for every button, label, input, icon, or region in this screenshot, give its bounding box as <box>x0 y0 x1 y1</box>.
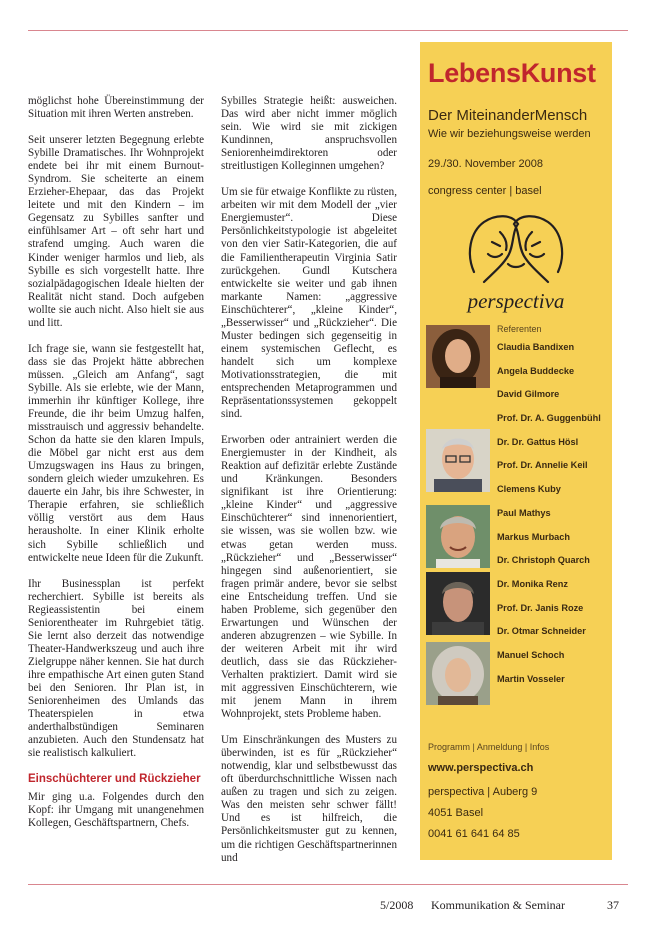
speaker-photo-man-glasses <box>426 429 490 492</box>
top-rule <box>28 30 628 31</box>
website-link[interactable]: www.perspectiva.ch <box>428 762 534 774</box>
speaker-photo-man-dark <box>426 572 490 635</box>
paragraph: Mir ging u.a. Folgendes durch den Kopf: ihr Umgang mit unangenehmen Kollegen, Geschäftspartnern, Chefs. <box>28 791 204 830</box>
speaker-name: David Gilmore <box>497 389 560 400</box>
speaker-name: Dr. Dr. Gattus Hösl <box>497 436 579 447</box>
speaker-name: Prof. Dr. Janis Roze <box>497 602 584 613</box>
speakers-heading: Referenten <box>497 324 542 334</box>
ad-brand-title: LebensKunst <box>428 58 596 88</box>
speaker-name: Clemens Kuby <box>497 484 561 495</box>
paragraph: Sybilles Strategie heißt: ausweichen. Das wird aber nicht immer möglich sein. Wie wird sie mit zickigen Kundinnen, anspruchsvollen Seniorenheimdirektoren oder streitlustigen Kolleginnen umgehen? <box>221 95 397 173</box>
speaker-photo-woman-grey <box>426 642 490 705</box>
ad-event-title: Der MiteinanderMensch <box>428 107 588 124</box>
issue-number: 5/2008 <box>380 898 414 912</box>
event-advertisement <box>420 42 612 860</box>
ad-event-subtitle: Wie wir beziehungsweise werden <box>428 128 591 140</box>
paragraph: Um sie für etwaige Konflikte zu rüsten, arbeiten wir mit dem Modell der „vier Energiemuster“. Diese Persönlichkeitstypologie ist abgeleitet von den vier Satir-Kategorien, die auf die Familientherapeutin Virginia Satir zurückgehen. Gundl Kutschera entwickelte sie weiter und gab ihnen markante Namen: „aggressive Einschüchterer“, „kleine Kinder“, „Besserwisser“ und „Rückzieher“. Die Muster bedingen sich gegenseitig in einem systemischen Geflecht, es handelt sich um komplexe Motivationsstrategien, die mit entsprechenden Metaprogrammen und Repräsentationssystemen gekoppelt sind. <box>221 186 397 421</box>
speaker-name: Dr. Christoph Quarch <box>497 555 590 566</box>
speaker-name: Dr. Otmar Schneider <box>497 626 586 637</box>
page-number: 37 <box>607 898 619 912</box>
speaker-name: Prof. Dr. Annelie Keil <box>497 460 588 471</box>
paragraph: Erworben oder antrainiert werden die Energiemuster in der Kindheit, als Reaktion auf defizitär erlebte Zustände und Kränkungen. Besonders signifikant ist ihre Orientierung: „kleine Kinder“ und „aggressive Einschüchterer“ sind innenorientiert, sie wissen, was sie wollen bzw. wie etwas getan werden muss. „Rückzieher“ und „Besserwisser“ hingegen sind außenorientiert, sie fragen primär andere, bevor sie selbst eine Entscheidung treffen. Und sie haben Probleme, sich gegenüber den Erwartungen und Wünschen der anderen abzugrenzen – wie Sybille. In der weiteren Arbeit mit ihr wird deutlich, dass sie das Rückzieher-Verhalten praktiziert. Damit wird sie mit aggressiven Einschüchterern, wie mit jenem Mann in ihrem Wohnprojekt, stets Probleme haben. <box>221 434 397 721</box>
paragraph: Um Einschränkungen des Musters zu überwinden, ist es für „Rückzieher“ notwendig, klar und selbstbewusst das oft überdurchschnittliche Wissen nach außen zu tragen und sich zu zeigen. Was den meisten sehr schwer fällt! Und es ist hilfreich, die Persönlichkeitsmuster gut zu kennen, um die richtigen Geschäftspartnerinnen und <box>221 734 397 864</box>
phone-number: 0041 61 641 64 85 <box>428 828 520 840</box>
address-line-2: 4051 Basel <box>428 807 484 819</box>
address-line-1: perspectiva | Auberg 9 <box>428 786 538 798</box>
ad-event-date: 29./30. November 2008 <box>428 158 543 170</box>
speakers-list <box>497 342 601 697</box>
paragraph: möglichst hohe Übereinstimmung der Situation mit ihren Werten anstreben. <box>28 95 204 121</box>
paragraph: Ihr Businessplan ist perfekt recherchiert. Sybille ist bereits als Regieassistentin bei einem Seniorentheater im Ruhrgebiet tätig. Sie lernt also derzeit das notwendige Theater-Handwerkszeug und auch ihre Zielgruppe näher kennen. Sie hat durch ihre empathische Art einen guten Stand bei den Senioren. Ihr Plan ist, in Seniorenheimen des Umlands das Theaterspielen in etwa anderthalbstündigen Seminaren anzubieten. Auch den Stundensatz hat sie realistisch kalkuliert. <box>28 577 204 760</box>
ad-event-venue: congress center | basel <box>428 185 542 197</box>
speaker-photo-man-smiling <box>426 505 490 568</box>
perspectiva-logo-icon <box>456 202 576 322</box>
magazine-name: Kommunikation & Seminar <box>431 898 565 912</box>
speaker-name: Claudia Bandixen <box>497 342 575 352</box>
speaker-photo-woman <box>426 325 490 388</box>
speaker-name: Dr. Monika Renz <box>497 578 568 589</box>
info-links: Programm | Anmeldung | Infos <box>428 742 550 752</box>
section-heading: Einschüchterer und Rückzieher <box>28 773 201 786</box>
speaker-name: Manuel Schoch <box>497 649 565 660</box>
article-column-2 <box>221 95 397 878</box>
speaker-name: Martin Vosseler <box>497 673 565 684</box>
speaker-name: Markus Murbach <box>497 531 571 542</box>
bottom-rule <box>28 884 628 885</box>
speaker-name: Angela Buddecke <box>497 365 575 376</box>
paragraph: Ich frage sie, wann sie festgestellt hat, dass sie das Projekt hätte abbrechen müssen. „Gleich am Anfang“, sagt Sybille. Als sie erlebte, wie der Mann, immerhin ihr künftiger Kollege, ihre Freunde, die ihr beim Umzug halfen, misstrauisch und aggressiv behandelte. Schon da hatte sie den klaren Impuls, die Möbel gar nicht erst aus dem Umzugswagen ins Haus zu bringen, sondern gleich wieder umzukehren. Es dauerte ein Jahr, bis ihre Schwester, in Therapie erfahren, sie schließlich völlig verstört aus dem Haus herausholte. In einer Klinik erholte sich Sybille schließlich und entwickelte neue Ideen für die Zukunft. <box>28 342 204 564</box>
logo-wordmark: perspectiva <box>467 289 565 313</box>
paragraph: Seit unserer letzten Begegnung erlebte Sybille Dramatisches. Ihr Wohnprojekt endete bei ihr mit einem Burnout-Syndrom. Sie scheiterte an einem Erzieher-Ehepaar, das das Projekt leitete und mit den Kindern – im Gegensatz zu Sybilles sanfter und einfühlsamer Art – oft sehr hart und strafend umging. Auch waren die Kinder weniger harmlos und lieb, als Sybille es sich vorgestellt hatte. Ihre sozialpädagogischen Ideale hielten der Realität nicht stand. Doch aufgeben wollte sie auch nicht. Also hielt sie aus und litt. <box>28 134 204 329</box>
article-column-1 <box>28 95 204 843</box>
speaker-name: Prof. Dr. A. Guggenbühl <box>497 413 601 424</box>
speaker-name: Paul Mathys <box>497 507 551 518</box>
